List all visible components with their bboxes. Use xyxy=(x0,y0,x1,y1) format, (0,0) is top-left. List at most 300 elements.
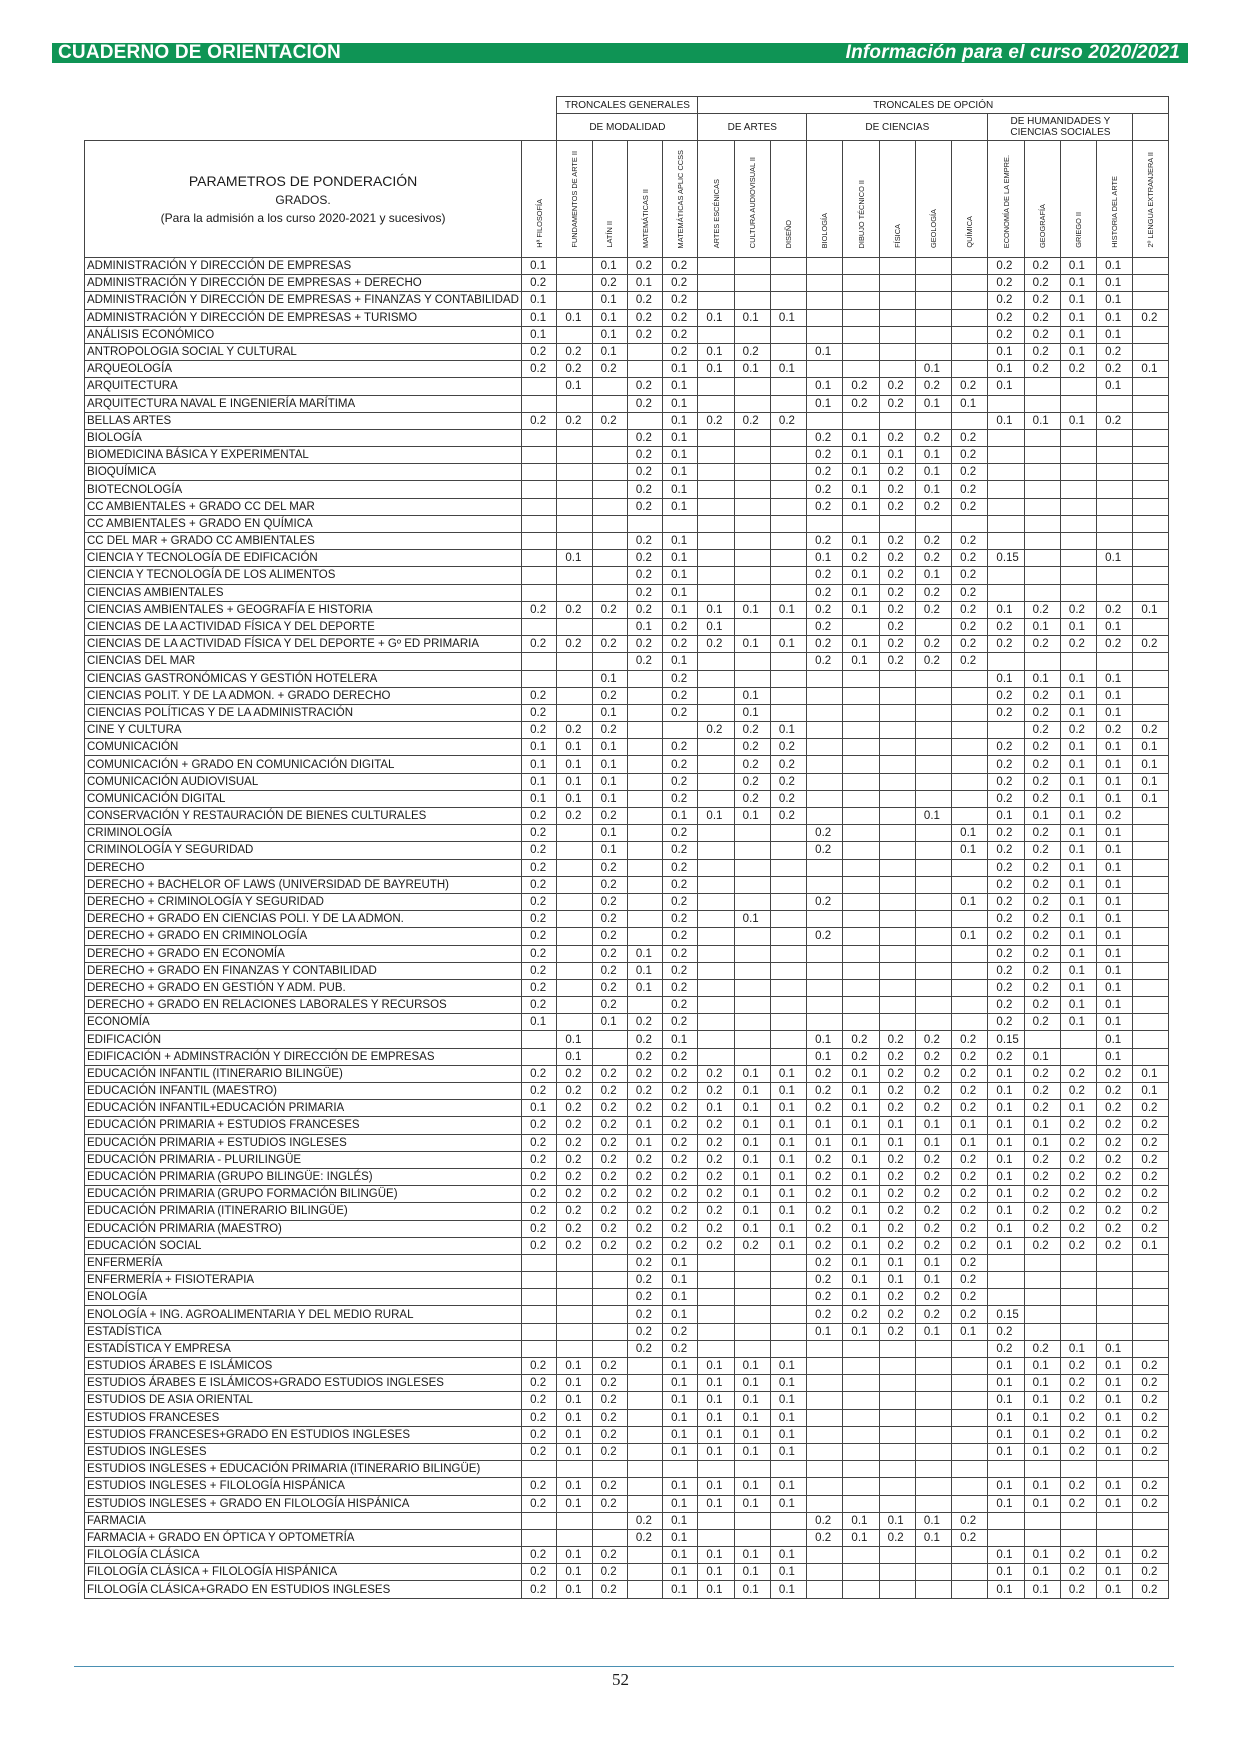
table-row xyxy=(85,1495,1169,1512)
weight-cell xyxy=(592,464,627,481)
weight-cell xyxy=(807,1581,843,1598)
weight-cell: 0.2 xyxy=(663,756,698,773)
weight-cell xyxy=(698,1340,734,1357)
weight-cell: 0.1 xyxy=(522,309,557,326)
weight-cell: 0.1 xyxy=(698,1358,734,1375)
table-row xyxy=(85,722,1169,739)
weight-cell xyxy=(627,1375,662,1392)
weight-cell: 0.2 xyxy=(1060,1495,1096,1512)
weight-cell: 0.2 xyxy=(952,1237,988,1254)
weight-cell xyxy=(807,515,843,532)
weight-cell xyxy=(879,343,915,360)
weight-cell: 0.2 xyxy=(663,911,698,928)
weight-cell xyxy=(988,653,1024,670)
weight-cell: 0.2 xyxy=(1024,825,1060,842)
weight-cell xyxy=(557,618,592,635)
weight-cell xyxy=(592,447,627,464)
weight-cell xyxy=(627,1581,662,1598)
weight-cell: 0.2 xyxy=(843,550,879,567)
weight-cell: 0.1 xyxy=(807,378,843,395)
table-row xyxy=(85,1529,1169,1546)
weight-cell xyxy=(734,1254,770,1271)
weight-cell: 0.2 xyxy=(1097,1065,1133,1082)
weight-cell: 0.1 xyxy=(1097,1048,1133,1065)
weight-cell: 0.1 xyxy=(1097,1392,1133,1409)
weight-cell: 0.1 xyxy=(988,1443,1024,1460)
weight-cell xyxy=(807,876,843,893)
weight-cell: 0.1 xyxy=(1060,756,1096,773)
weight-cell: 0.1 xyxy=(522,292,557,309)
weight-cell: 0.2 xyxy=(1097,1168,1133,1185)
weight-cell xyxy=(1133,1306,1169,1323)
weight-cell: 0.1 xyxy=(915,808,951,825)
weight-cell: 0.2 xyxy=(592,1392,627,1409)
weight-cell: 0.2 xyxy=(1097,1237,1133,1254)
weight-cell xyxy=(879,739,915,756)
weight-cell xyxy=(952,911,988,928)
weight-cell: 0.1 xyxy=(843,464,879,481)
weight-cell xyxy=(952,979,988,996)
table-row xyxy=(85,808,1169,825)
degree-name: BIOLOGÍA xyxy=(85,429,522,446)
weight-cell: 0.1 xyxy=(1097,1375,1133,1392)
weight-cell xyxy=(1060,1272,1096,1289)
weight-cell: 0.2 xyxy=(988,945,1024,962)
degree-name: CIENCIAS POLÍTICAS Y DE LA ADMINISTRACIÓN xyxy=(85,704,522,721)
weight-cell xyxy=(988,1529,1024,1546)
weight-cell: 0.1 xyxy=(988,1083,1024,1100)
weight-cell xyxy=(843,739,879,756)
weight-cell xyxy=(592,567,627,584)
weight-cell: 0.2 xyxy=(522,1151,557,1168)
weight-cell: 0.2 xyxy=(663,309,698,326)
weight-cell: 0.1 xyxy=(557,1426,592,1443)
weight-cell: 0.2 xyxy=(592,945,627,962)
weight-cell xyxy=(1060,1254,1096,1271)
weight-cell: 0.2 xyxy=(807,1272,843,1289)
weight-cell: 0.1 xyxy=(663,361,698,378)
weight-cell: 0.1 xyxy=(770,1478,806,1495)
weight-cell: 0.2 xyxy=(698,1237,734,1254)
table-row xyxy=(85,429,1169,446)
weight-cell: 0.1 xyxy=(734,361,770,378)
weight-cell xyxy=(592,429,627,446)
weight-cell: 0.2 xyxy=(1133,1443,1169,1460)
weight-cell xyxy=(1133,567,1169,584)
weight-cell xyxy=(843,687,879,704)
weight-cell: 0.2 xyxy=(807,1100,843,1117)
weight-cell: 0.1 xyxy=(843,1065,879,1082)
weight-cell xyxy=(698,258,734,275)
weight-cell: 0.1 xyxy=(592,258,627,275)
weight-cell: 0.2 xyxy=(1024,1151,1060,1168)
weight-cell xyxy=(557,911,592,928)
weight-cell xyxy=(770,550,806,567)
weight-cell: 0.1 xyxy=(843,1512,879,1529)
weight-cell: 0.1 xyxy=(734,704,770,721)
degree-name: FILOLOGÍA CLÁSICA + FILOLOGÍA HISPÁNICA xyxy=(85,1564,522,1581)
weight-cell xyxy=(843,412,879,429)
weight-cell: 0.1 xyxy=(734,1375,770,1392)
weight-cell: 0.1 xyxy=(734,636,770,653)
weight-cell: 0.1 xyxy=(1097,550,1133,567)
weight-cell: 0.1 xyxy=(592,704,627,721)
group-troncales-generales: TRONCALES GENERALES xyxy=(557,97,698,114)
weight-cell xyxy=(879,1461,915,1478)
weight-cell: 0.2 xyxy=(663,1065,698,1082)
weight-cell xyxy=(988,1512,1024,1529)
weight-cell xyxy=(1097,429,1133,446)
weight-cell: 0.2 xyxy=(663,292,698,309)
weight-cell: 0.1 xyxy=(1024,1426,1060,1443)
weight-cell: 0.2 xyxy=(807,1151,843,1168)
weight-cell: 0.2 xyxy=(879,1065,915,1082)
weight-cell: 0.2 xyxy=(952,1203,988,1220)
table-row xyxy=(85,1375,1169,1392)
weight-cell: 0.2 xyxy=(988,326,1024,343)
weight-cell: 0.1 xyxy=(843,481,879,498)
column-header xyxy=(807,141,843,258)
weight-cell: 0.2 xyxy=(1060,636,1096,653)
weight-cell: 0.1 xyxy=(988,1151,1024,1168)
weight-cell: 0.1 xyxy=(1097,739,1133,756)
weight-cell: 0.2 xyxy=(770,756,806,773)
table-row xyxy=(85,1186,1169,1203)
weight-cell xyxy=(1133,378,1169,395)
weight-cell xyxy=(1060,498,1096,515)
weight-cell xyxy=(1024,1529,1060,1546)
weight-cell: 0.1 xyxy=(770,1117,806,1134)
table-row xyxy=(85,1340,1169,1357)
weight-cell xyxy=(807,1340,843,1357)
table-row xyxy=(85,1443,1169,1460)
weight-cell: 0.1 xyxy=(557,1495,592,1512)
weight-cell: 0.2 xyxy=(663,825,698,842)
weight-cell: 0.1 xyxy=(915,361,951,378)
weight-cell: 0.2 xyxy=(698,1117,734,1134)
weight-cell: 0.2 xyxy=(627,1512,662,1529)
weight-cell: 0.2 xyxy=(627,429,662,446)
weight-cell xyxy=(734,567,770,584)
weight-cell: 0.2 xyxy=(1097,361,1133,378)
weight-cell: 0.2 xyxy=(915,1237,951,1254)
weight-cell: 0.2 xyxy=(1024,997,1060,1014)
weight-cell: 0.2 xyxy=(663,790,698,807)
weight-cell: 0.2 xyxy=(879,584,915,601)
weight-cell xyxy=(627,1426,662,1443)
weight-cell: 0.1 xyxy=(1024,1358,1060,1375)
weight-cell xyxy=(843,756,879,773)
weight-cell: 0.2 xyxy=(592,1203,627,1220)
weight-cell xyxy=(807,859,843,876)
weight-cell: 0.2 xyxy=(1133,1478,1169,1495)
weight-cell xyxy=(698,825,734,842)
weight-cell xyxy=(843,859,879,876)
weight-cell xyxy=(557,447,592,464)
table-row xyxy=(85,1134,1169,1151)
weight-cell xyxy=(915,275,951,292)
weight-cell xyxy=(988,1272,1024,1289)
weight-cell xyxy=(1060,1048,1096,1065)
weight-cell: 0.2 xyxy=(663,876,698,893)
weight-cell xyxy=(952,1375,988,1392)
weight-cell xyxy=(843,808,879,825)
weight-cell xyxy=(522,515,557,532)
weight-cell xyxy=(592,515,627,532)
weight-cell: 0.1 xyxy=(988,361,1024,378)
weight-cell xyxy=(1133,945,1169,962)
weight-cell: 0.2 xyxy=(734,412,770,429)
weight-cell: 0.2 xyxy=(592,1358,627,1375)
weight-cell: 0.2 xyxy=(1024,292,1060,309)
weight-cell xyxy=(879,1564,915,1581)
table-row xyxy=(85,979,1169,996)
weight-cell xyxy=(1133,1512,1169,1529)
weight-cell xyxy=(557,1340,592,1357)
weight-cell: 0.2 xyxy=(1097,1083,1133,1100)
degree-name: ENFERMERÍA + FISIOTERAPIA xyxy=(85,1272,522,1289)
weight-cell xyxy=(557,704,592,721)
weight-cell xyxy=(879,790,915,807)
weight-cell xyxy=(1097,395,1133,412)
degree-name: CC AMBIENTALES + GRADO CC DEL MAR xyxy=(85,498,522,515)
weight-cell: 0.2 xyxy=(807,1203,843,1220)
weight-cell: 0.1 xyxy=(734,1134,770,1151)
table-row xyxy=(85,395,1169,412)
weight-cell xyxy=(952,687,988,704)
weight-cell: 0.2 xyxy=(1133,722,1169,739)
weight-cell: 0.2 xyxy=(952,601,988,618)
weight-cell xyxy=(734,653,770,670)
weight-cell xyxy=(843,722,879,739)
weight-cell xyxy=(879,808,915,825)
weight-cell: 0.1 xyxy=(988,1117,1024,1134)
weight-cell xyxy=(770,962,806,979)
weight-cell xyxy=(807,962,843,979)
weight-cell: 0.2 xyxy=(663,326,698,343)
weight-cell: 0.2 xyxy=(592,1134,627,1151)
weight-cell: 0.2 xyxy=(627,1272,662,1289)
weight-cell xyxy=(734,378,770,395)
weight-cell: 0.2 xyxy=(627,1340,662,1357)
weight-cell xyxy=(698,997,734,1014)
weight-cell: 0.2 xyxy=(988,636,1024,653)
degree-name: FILOLOGÍA CLÁSICA xyxy=(85,1547,522,1564)
weight-cell: 0.2 xyxy=(879,1186,915,1203)
weight-cell xyxy=(1024,550,1060,567)
table-row xyxy=(85,1237,1169,1254)
weight-cell xyxy=(1133,584,1169,601)
weight-cell: 0.2 xyxy=(952,1512,988,1529)
weight-cell: 0.2 xyxy=(557,1100,592,1117)
weight-cell: 0.1 xyxy=(663,498,698,515)
weight-cell: 0.1 xyxy=(843,636,879,653)
weight-cell xyxy=(879,275,915,292)
weight-cell: 0.2 xyxy=(807,893,843,910)
weight-cell: 0.1 xyxy=(770,1426,806,1443)
weight-cell: 0.1 xyxy=(734,601,770,618)
weight-cell: 0.2 xyxy=(807,1254,843,1271)
weight-cell xyxy=(843,1409,879,1426)
weight-cell xyxy=(843,893,879,910)
weight-cell xyxy=(1060,653,1096,670)
weight-cell xyxy=(698,550,734,567)
weight-cell: 0.2 xyxy=(988,618,1024,635)
weight-cell xyxy=(698,928,734,945)
weight-cell: 0.1 xyxy=(770,1495,806,1512)
weight-cell: 0.1 xyxy=(734,1392,770,1409)
degree-name: CIENCIAS DEL MAR xyxy=(85,653,522,670)
weight-cell: 0.2 xyxy=(879,1323,915,1340)
weight-cell: 0.2 xyxy=(522,636,557,653)
weight-cell: 0.2 xyxy=(952,1254,988,1271)
weight-cell: 0.2 xyxy=(592,1409,627,1426)
degree-name: DERECHO + CRIMINOLOGÍA Y SEGURIDAD xyxy=(85,893,522,910)
weight-cell: 0.1 xyxy=(1097,292,1133,309)
weight-cell: 0.2 xyxy=(663,1134,698,1151)
weight-cell: 0.1 xyxy=(592,292,627,309)
weight-cell: 0.2 xyxy=(663,1048,698,1065)
weight-cell xyxy=(522,533,557,550)
weight-cell xyxy=(592,378,627,395)
weight-cell: 0.2 xyxy=(522,1547,557,1564)
weight-cell: 0.2 xyxy=(627,636,662,653)
weight-cell xyxy=(698,773,734,790)
weight-cell xyxy=(952,739,988,756)
weight-cell xyxy=(592,1306,627,1323)
weight-cell: 0.1 xyxy=(1060,275,1096,292)
weight-cell xyxy=(1097,515,1133,532)
weight-cell: 0.2 xyxy=(592,997,627,1014)
weight-cell: 0.2 xyxy=(1060,1065,1096,1082)
weight-cell: 0.1 xyxy=(1024,1375,1060,1392)
weight-cell: 0.1 xyxy=(627,1134,662,1151)
weight-cell: 0.1 xyxy=(1097,842,1133,859)
weight-cell xyxy=(522,481,557,498)
weight-cell xyxy=(843,790,879,807)
weight-cell xyxy=(698,429,734,446)
weight-cell: 0.2 xyxy=(988,309,1024,326)
weight-cell: 0.2 xyxy=(1024,1220,1060,1237)
weight-cell xyxy=(1133,687,1169,704)
weight-cell xyxy=(734,670,770,687)
weight-cell: 0.1 xyxy=(557,1409,592,1426)
weight-cell: 0.1 xyxy=(843,533,879,550)
weight-cell xyxy=(807,1014,843,1031)
weight-cell: 0.2 xyxy=(952,1065,988,1082)
weight-cell xyxy=(770,1529,806,1546)
weight-cell: 0.1 xyxy=(843,601,879,618)
weight-cell: 0.2 xyxy=(843,1306,879,1323)
weight-cell: 0.2 xyxy=(698,1151,734,1168)
group-artes: DE ARTES xyxy=(698,114,807,141)
column-header xyxy=(1133,141,1169,258)
weight-cell: 0.1 xyxy=(770,601,806,618)
weight-cell: 0.2 xyxy=(627,326,662,343)
weight-cell: 0.1 xyxy=(663,1581,698,1598)
weight-cell xyxy=(1133,1461,1169,1478)
weight-cell: 0.1 xyxy=(1097,378,1133,395)
weight-cell xyxy=(879,911,915,928)
weight-cell xyxy=(1133,1529,1169,1546)
weight-cell: 0.1 xyxy=(988,808,1024,825)
weight-cell: 0.2 xyxy=(1024,945,1060,962)
weight-cell: 0.1 xyxy=(663,481,698,498)
weight-cell: 0.2 xyxy=(1133,1100,1169,1117)
weight-cell xyxy=(698,1272,734,1289)
weight-cell: 0.1 xyxy=(1060,258,1096,275)
weight-cell: 0.1 xyxy=(915,1529,951,1546)
weight-cell xyxy=(843,1340,879,1357)
weight-cell xyxy=(879,1014,915,1031)
weight-cell xyxy=(1133,550,1169,567)
weight-cell xyxy=(1133,412,1169,429)
weight-cell xyxy=(952,808,988,825)
weight-cell xyxy=(770,876,806,893)
weight-cell: 0.2 xyxy=(807,533,843,550)
weight-cell: 0.2 xyxy=(1024,1186,1060,1203)
weight-cell xyxy=(522,498,557,515)
weight-cell xyxy=(879,979,915,996)
weight-cell xyxy=(915,1547,951,1564)
weight-cell: 0.2 xyxy=(627,1048,662,1065)
weight-cell xyxy=(557,292,592,309)
weight-cell: 0.2 xyxy=(522,1065,557,1082)
weight-cell xyxy=(915,842,951,859)
weight-cell: 0.2 xyxy=(879,567,915,584)
weight-cell xyxy=(770,704,806,721)
weight-cell: 0.2 xyxy=(592,412,627,429)
weight-cell xyxy=(522,1031,557,1048)
weight-cell: 0.2 xyxy=(557,722,592,739)
weight-cell xyxy=(915,945,951,962)
weight-cell xyxy=(1097,481,1133,498)
weight-cell: 0.2 xyxy=(663,893,698,910)
weight-cell xyxy=(807,292,843,309)
degree-name: FILOLOGÍA CLÁSICA+GRADO EN ESTUDIOS INGLESES xyxy=(85,1581,522,1598)
weight-cell xyxy=(879,1409,915,1426)
degree-name: ESTUDIOS INGLESES + GRADO EN FILOLOGÍA HISPÁNICA xyxy=(85,1495,522,1512)
weight-cell: 0.1 xyxy=(770,1083,806,1100)
degree-name: COMUNICACIÓN xyxy=(85,739,522,756)
weight-cell: 0.2 xyxy=(592,722,627,739)
group-humanidades: DE HUMANIDADES Y CIENCIAS SOCIALES xyxy=(988,114,1133,141)
weight-cell xyxy=(952,876,988,893)
weight-cell: 0.1 xyxy=(843,1237,879,1254)
weight-cell xyxy=(879,1426,915,1443)
weight-cell: 0.2 xyxy=(522,1392,557,1409)
weight-cell: 0.1 xyxy=(807,550,843,567)
weight-cell: 0.1 xyxy=(627,945,662,962)
weight-cell: 0.1 xyxy=(522,773,557,790)
weight-cell: 0.1 xyxy=(557,1547,592,1564)
weight-cell xyxy=(843,292,879,309)
weight-cell: 0.2 xyxy=(1024,1100,1060,1117)
weight-cell: 0.1 xyxy=(557,1358,592,1375)
weight-cell xyxy=(952,1409,988,1426)
weight-cell: 0.2 xyxy=(592,601,627,618)
weight-cell: 0.2 xyxy=(915,1100,951,1117)
weight-cell: 0.1 xyxy=(734,1151,770,1168)
weight-cell: 0.1 xyxy=(915,395,951,412)
weight-cell: 0.2 xyxy=(1097,808,1133,825)
weight-cell: 0.2 xyxy=(1097,722,1133,739)
column-header-label: FUNDAMENTOS DE ARTE II xyxy=(570,151,579,248)
degree-name: CONSERVACIÓN Y RESTAURACIÓN DE BIENES CULTURALES xyxy=(85,808,522,825)
weight-cell xyxy=(843,275,879,292)
weight-cell xyxy=(988,395,1024,412)
table-row xyxy=(85,1564,1169,1581)
